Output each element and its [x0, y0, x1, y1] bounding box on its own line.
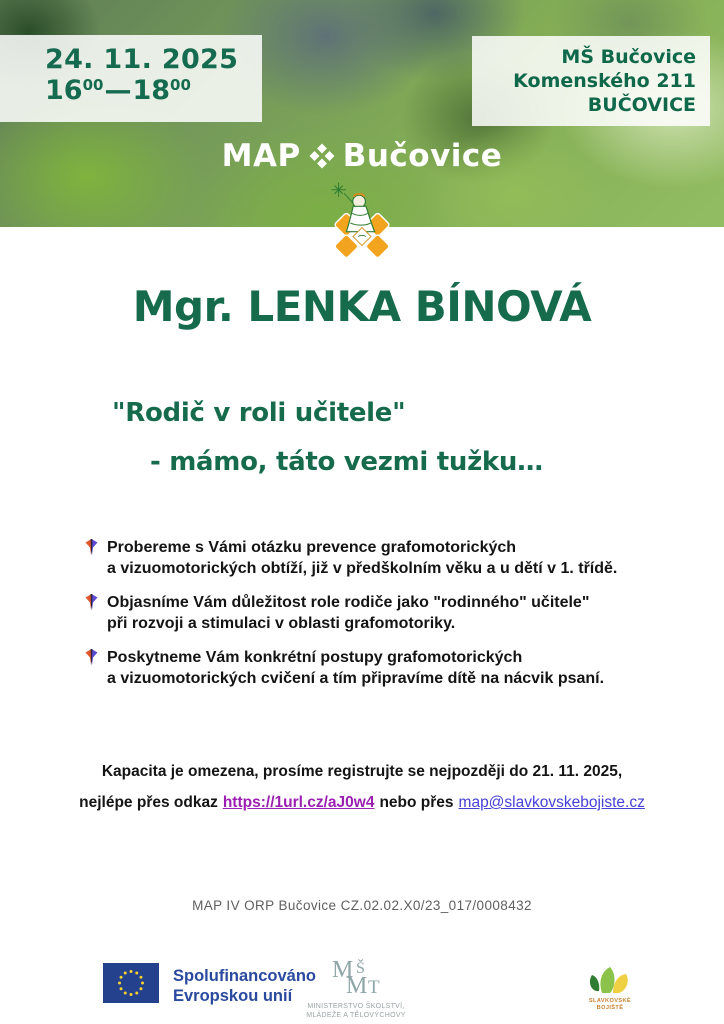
bullet-list	[84, 537, 617, 702]
bullet-item	[84, 537, 617, 579]
registration-line1: Kapacita je omezena, prosíme registrujte se nejpozději do 21. 11. 2025,	[101, 763, 623, 780]
project-code-line: MAP IV ORP Bučovice CZ.02.02.X0/23_017/0008432	[192, 898, 532, 913]
bullet-text: Probereme s Vámi otázku prevence grafomotorických a vizuomotorických obtíží, již v předškolním věku a u dětí v 1. třídě.	[107, 539, 618, 577]
slavkovske-bojiste-logo	[582, 961, 640, 1022]
event-time: $16^{00}—18^{00}$	[45, 75, 191, 106]
talk-title-line1: "Rodič v roli učitele"	[112, 398, 406, 428]
map-bucovice-logo: MAP Bučovice	[0, 138, 724, 177]
svg-text:M: M	[346, 973, 368, 997]
event-date: 24. 11. 2025	[45, 44, 239, 75]
bullet-text: Poskytneme Vám konkrétní postupy grafomotorických a vizuomotorických cvičení a tím připravíme dítě na nácvik psaní.	[107, 649, 605, 687]
svg-text:Š: Š	[356, 960, 365, 977]
date-time-box	[0, 35, 262, 122]
svg-text:M: M	[332, 957, 354, 983]
venue-city: BUČOVICE	[587, 94, 696, 116]
speaker-name-title: Mgr. LENKA BÍNOVÁ	[132, 282, 592, 331]
msmt-caption: MINISTERSTVO ŠKOLSTVÍ, MLÁDEŽE A TĚLOVÝCHOVY	[306, 1003, 406, 1019]
msmt-logo	[298, 955, 414, 1020]
eu-cofunded-text: Spolufinancováno Evropskou unií	[173, 966, 317, 1005]
bullet-item	[84, 592, 617, 634]
registration-line2: nejlépe přes odkaz https://1url.cz/aJ0w4 nebo přes map@slavkovskebojiste.cz	[79, 794, 645, 811]
venue-name: MŠ Bučovice	[561, 46, 696, 68]
contact-email-link[interactable]: map@slavkovskebojiste.cz	[458, 794, 645, 811]
bullet-item	[84, 647, 617, 689]
slavkovske-bojiste-logo-icon	[582, 961, 638, 1017]
mascot-emblem-icon	[322, 180, 402, 258]
svg-text:T: T	[368, 977, 380, 997]
bullet-text: Objasníme Vám důležitost role rodiče jako "rodinného" učitele" při rozvoji a stimulaci v oblasti grafomotoriky.	[107, 594, 590, 632]
four-diamond-icon	[309, 141, 335, 177]
pencil-bullet-icon	[84, 594, 99, 611]
registration-link[interactable]: https://1url.cz/aJ0w4	[222, 794, 375, 811]
registration-note	[0, 756, 724, 818]
pencil-bullet-icon	[84, 649, 99, 666]
venue-street: Komenského 211	[513, 70, 696, 92]
svg-text:BOJIŠTĚ: BOJIŠTĚ	[596, 1005, 624, 1011]
talk-title-line2: - mámo, táto vezmi tužku…	[150, 447, 543, 477]
msmt-logo-icon	[320, 955, 392, 997]
pencil-bullet-icon	[84, 539, 99, 556]
eu-flag-icon	[103, 963, 159, 1008]
svg-text:SLAVKOVSKÉ: SLAVKOVSKÉ	[588, 998, 632, 1004]
venue-box	[472, 36, 710, 126]
eu-cofunded-logo	[103, 963, 316, 1008]
